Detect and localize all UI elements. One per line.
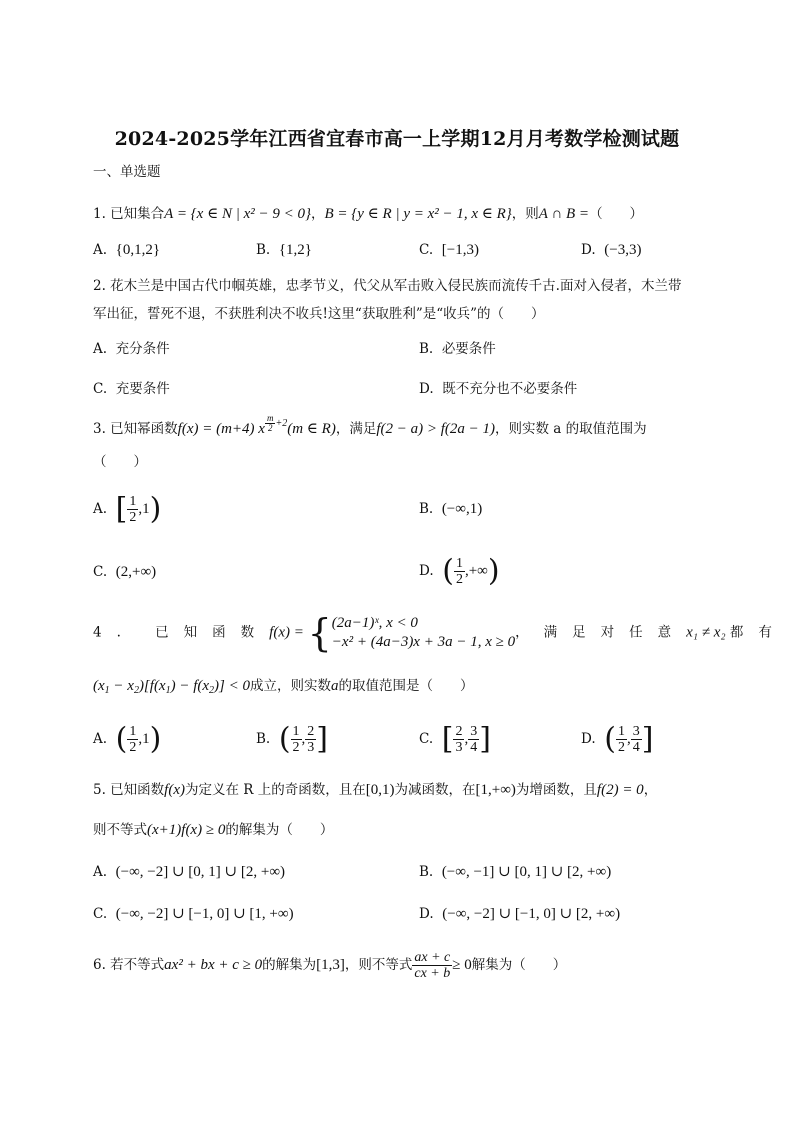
q4-mid: ，满足对任意 bbox=[515, 624, 687, 641]
option-label: A. bbox=[93, 501, 108, 517]
option-text: 必要条件 bbox=[441, 341, 496, 357]
question-6 bbox=[93, 950, 566, 981]
q6-lead: 6. 若不等式 bbox=[93, 957, 165, 973]
option-text: (−3,3) bbox=[604, 242, 642, 258]
q4-option-a[interactable]: A. ( $\frac{1}{2}$ ,1) bbox=[93, 721, 162, 757]
q4-tail: 都有 bbox=[729, 624, 787, 641]
q3-condition: f(2 − a) > f(2a − 1) bbox=[376, 421, 496, 437]
q6-tail: 解集为（ ） bbox=[471, 957, 567, 973]
q3-lead: 3. 已知幂函数 bbox=[93, 421, 178, 437]
question-2-line-2: 军出征，誓死不退，不获胜利决不收兵!这里“获取胜利”是“收兵”的（ ） bbox=[93, 306, 545, 322]
q4-option-d[interactable]: D. ( $\frac{1}{2}$ , $\frac{3}{4}$ ] bbox=[581, 721, 654, 757]
option-label: B. bbox=[256, 731, 271, 747]
q4-line2-tail: 成立，则实数 bbox=[250, 678, 331, 694]
q2-option-c[interactable] bbox=[93, 379, 170, 399]
q6-inequality: ax² + bx + c ≥ 0 bbox=[164, 957, 263, 973]
option-text: 充要条件 bbox=[115, 381, 170, 397]
question-3 bbox=[93, 414, 647, 439]
option-text: (−∞,1) bbox=[441, 501, 483, 517]
q1-operation: A ∩ B = bbox=[538, 206, 590, 222]
q3-paren: （ ） bbox=[93, 454, 147, 470]
option-text: 既不充分也不必要条件 bbox=[442, 381, 578, 397]
option-text: {0,1,2} bbox=[115, 242, 161, 258]
q4-piecewise: (2a−1)ˣ, x < 0 −x² + (4a−3)x + 3a − 1, x ≥ 0 bbox=[331, 615, 516, 650]
page-title: 2024-2025学年江西省宜春市高一上学期12月月考数学检测试题 bbox=[114, 128, 680, 150]
option-label: A. bbox=[93, 864, 108, 880]
q1-set-a: A = {x ∈ N | x² − 9 < 0} bbox=[164, 206, 311, 222]
question-5-line-2: 则不等式(x+1)f(x) ≥ 0的解集为（ ） bbox=[93, 822, 334, 838]
q1-tail: ，则 bbox=[511, 206, 539, 222]
q3-mid: ，满足 bbox=[335, 421, 377, 437]
q2-option-b[interactable] bbox=[419, 339, 496, 359]
option-text: (−∞, −1] ∪ [0, 1] ∪ [2, +∞) bbox=[441, 864, 612, 880]
q1-paren: （ ） bbox=[589, 206, 644, 222]
option-label: A. bbox=[93, 242, 108, 258]
question-4-line-1: 4. 已知函数f(x) = { (2a−1)ˣ, x < 0 −x² + (4a−3)x + 3a − 1, x ≥ 0 ，满足对任意x₁ ≠ x₂ 都有 bbox=[93, 611, 787, 655]
option-label: B. bbox=[419, 501, 434, 517]
q1-set-b: B = {y ∈ R | y = x² − 1, x ∈ R} bbox=[324, 206, 512, 222]
q3-tail: ，则实数 a 的取值范围为 bbox=[495, 421, 647, 437]
option-label: B. bbox=[419, 341, 434, 357]
option-label: D. bbox=[419, 381, 434, 397]
question-1 bbox=[93, 204, 643, 224]
q3-option-a[interactable]: A. [ $\frac{1}{2}$ ,1) bbox=[93, 491, 162, 527]
option-label: B. bbox=[419, 864, 434, 880]
q5-text-b: 为定义在 R 上的奇函数，且在 bbox=[185, 782, 366, 798]
q6-mid: 的解集为 bbox=[262, 957, 317, 973]
option-label: B. bbox=[256, 242, 271, 258]
option-text: 充分条件 bbox=[115, 341, 170, 357]
q1-option-a[interactable] bbox=[93, 240, 160, 260]
q4-option-c[interactable]: C. [ $\frac{2}{3}$ , $\frac{3}{4}$ ] bbox=[419, 721, 491, 757]
q4-function-name: f(x) = bbox=[269, 624, 308, 641]
option-label: A. bbox=[93, 731, 108, 747]
q1-sep: ， bbox=[310, 206, 325, 222]
q1-option-d[interactable] bbox=[581, 240, 641, 260]
section-heading: 一、单选题 bbox=[93, 164, 161, 180]
q3-option-d[interactable]: D. ( $\frac{1}{2}$ ,+∞) bbox=[419, 553, 500, 589]
q6-fraction: $\frac{ax + c}{cx + b}$ bbox=[414, 950, 451, 981]
q3-option-b[interactable] bbox=[419, 499, 482, 519]
q4-option-b[interactable]: B. ( $\frac{1}{2}$ , $\frac{2}{3}$ ] bbox=[256, 721, 328, 757]
q5-option-c[interactable] bbox=[93, 904, 294, 924]
option-label: C. bbox=[93, 381, 108, 397]
option-text: [−1,3) bbox=[441, 242, 479, 258]
q5-option-d[interactable] bbox=[419, 904, 620, 924]
q6-interval: [1,3] bbox=[316, 957, 345, 973]
q1-option-b[interactable] bbox=[256, 240, 312, 260]
q5-text-e: 则不等式 bbox=[93, 822, 147, 838]
q4-line2-tail2: 的取值范围是（ ） bbox=[338, 678, 474, 694]
q5-option-b[interactable] bbox=[419, 862, 611, 882]
q5-text-d: 为增函数，且 bbox=[515, 782, 597, 798]
q1-option-c[interactable] bbox=[419, 240, 479, 260]
q4-inequality: $(x_1 - x_2)[f(x_1) - f(x_2)] < 0$ bbox=[93, 678, 250, 696]
option-text: (−∞, −2] ∪ [0, 1] ∪ [2, +∞) bbox=[115, 864, 286, 880]
q4-neq: x₁ ≠ x₂ bbox=[686, 624, 726, 641]
option-text: {1,2} bbox=[278, 242, 312, 258]
q4-lead: 4. 已知函数 bbox=[93, 624, 270, 641]
q2-option-d[interactable] bbox=[419, 379, 577, 399]
option-label: C. bbox=[419, 731, 434, 747]
option-label: C. bbox=[419, 242, 434, 258]
q2-option-a[interactable] bbox=[93, 339, 170, 359]
option-label: A. bbox=[93, 341, 108, 357]
option-label: D. bbox=[419, 563, 434, 579]
q6-ge0: ≥ 0 bbox=[452, 957, 472, 973]
option-label: C. bbox=[93, 564, 108, 580]
option-label: D. bbox=[419, 906, 434, 922]
q5-text-a: 5. 已知函数 bbox=[93, 782, 165, 798]
q3-option-c[interactable] bbox=[93, 562, 156, 582]
option-label: D. bbox=[581, 731, 596, 747]
q5-text-c: 为减函数，在 bbox=[394, 782, 476, 798]
q1-lead: 1. 已知集合 bbox=[93, 206, 165, 222]
q6-mid2: ，则不等式 bbox=[344, 957, 413, 973]
option-label: C. bbox=[93, 906, 108, 922]
q5-text-f: 的解集为（ ） bbox=[225, 822, 334, 838]
option-text: (2,+∞) bbox=[115, 564, 157, 580]
option-text: (−∞, −2] ∪ [−1, 0] ∪ [2, +∞) bbox=[442, 906, 621, 922]
q5-option-a[interactable] bbox=[93, 862, 285, 882]
option-label: D. bbox=[581, 242, 596, 258]
option-text: (−∞, −2] ∪ [−1, 0] ∪ [1, +∞) bbox=[115, 906, 294, 922]
question-5-line-1: 5. 已知函数f(x)为定义在 R 上的奇函数，且在[0,1)为减函数，在[1,+∞)为增函数，且f(2) = 0， bbox=[93, 782, 658, 798]
question-4-line-2: $(x_1 - x_2)[f(x_1) - f(x_2)] < 0$成立，则实数a的取值范围是（ ） bbox=[93, 678, 474, 696]
question-2-line-1: 2. 花木兰是中国古代巾帼英雄，忠孝节义，代父从军击败入侵民族而流传千古.面对入侵者，木兰带 bbox=[93, 278, 682, 294]
q3-function: f(x) = (m+4) x $^{\frac{m}{2} +2}$(m ∈ R) bbox=[177, 413, 336, 437]
